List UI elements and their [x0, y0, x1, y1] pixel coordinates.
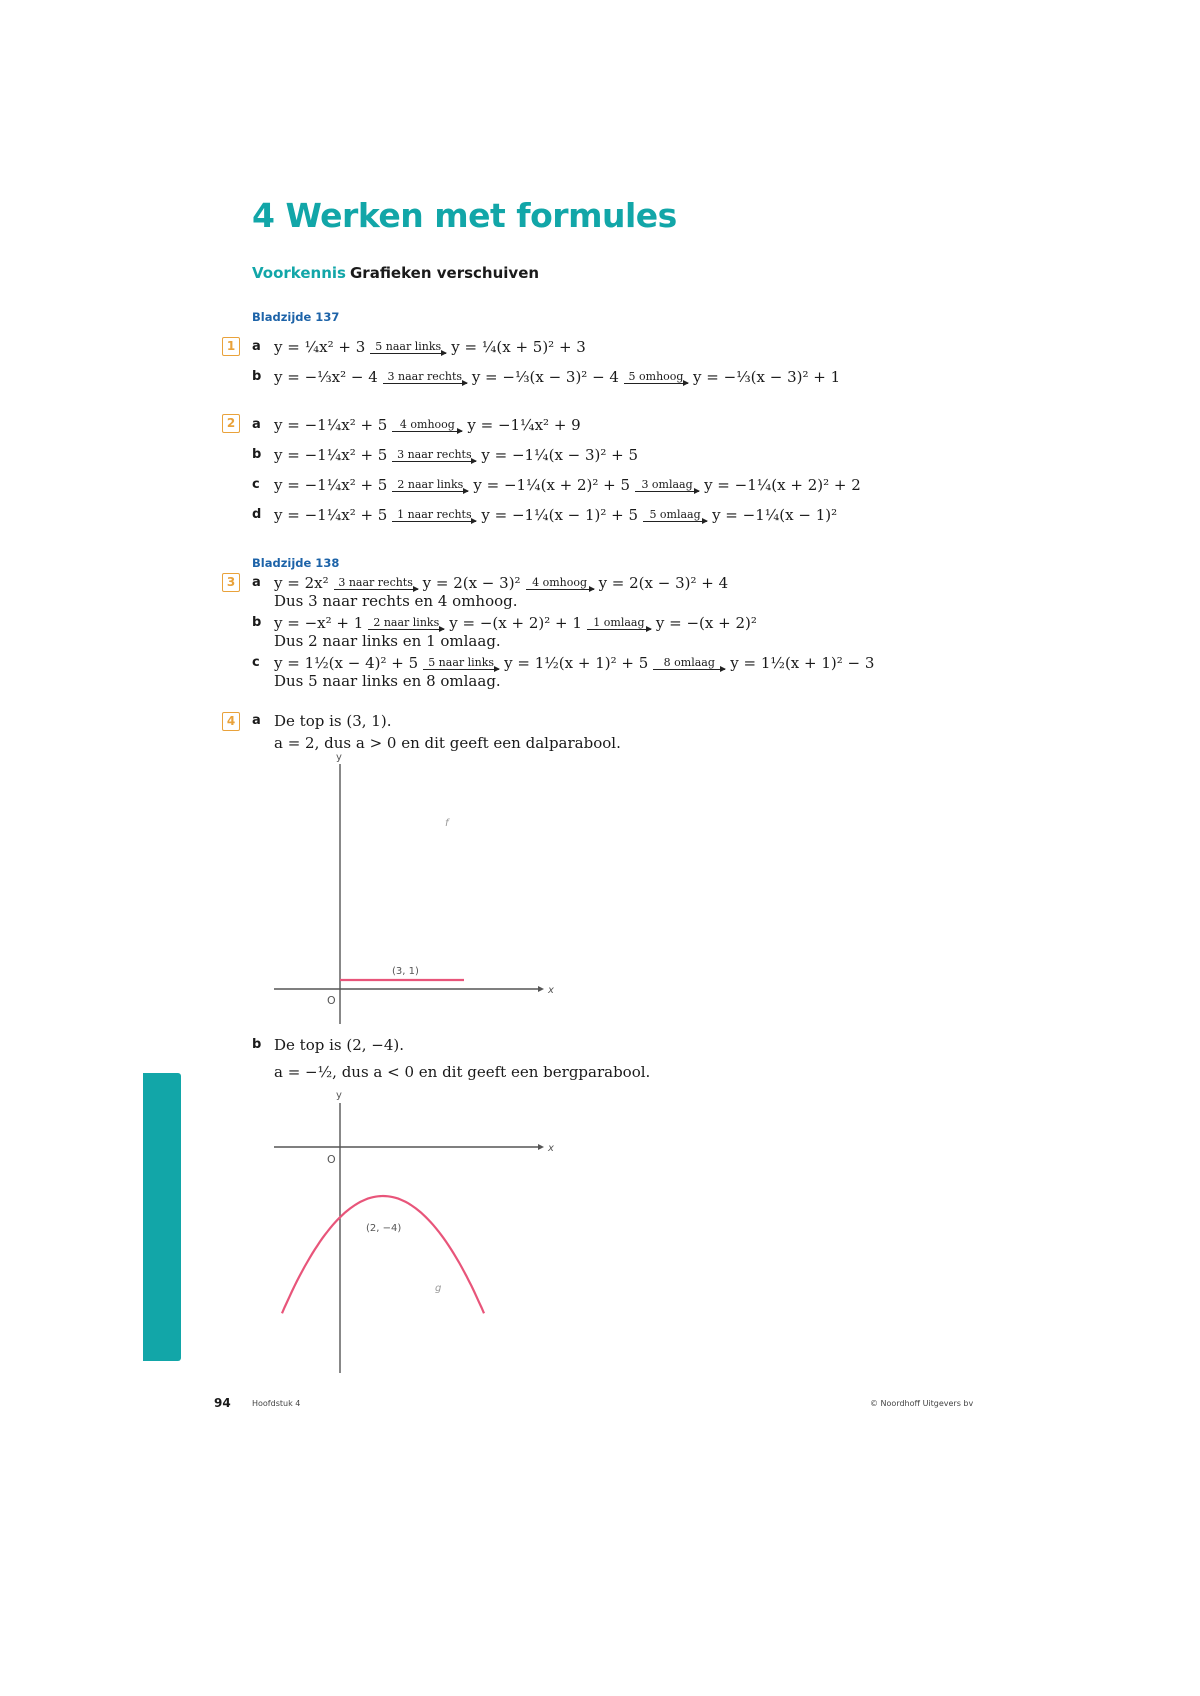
- arrow-label: 5 naar links: [428, 656, 495, 669]
- footer-page-number: 94: [214, 1396, 231, 1410]
- formula: y = 1½(x + 1)² + 5: [504, 654, 649, 672]
- exercise-2c-line: [252, 470, 861, 494]
- arrow-label: 2 naar links: [397, 478, 464, 491]
- transform-arrow: [526, 577, 594, 590]
- item-letter: a: [252, 339, 261, 354]
- exercise-4a-explanation: a = 2, dus a > 0 en dit geeft een dalparabool.: [274, 734, 621, 752]
- arrow-label: 5 omlaag: [649, 508, 701, 521]
- item-letter: c: [252, 655, 260, 670]
- vertex-label-f: (3, 1): [392, 966, 419, 977]
- arrow-label: 1 naar rechts: [397, 508, 472, 521]
- transform-arrow: [643, 509, 707, 522]
- exercise-number-1: 1: [222, 337, 240, 356]
- item-letter: c: [252, 477, 260, 492]
- exercise-3a-line: [252, 568, 728, 592]
- arrow-label: 2 naar links: [373, 616, 440, 629]
- arrow-label: 3 naar rechts: [397, 448, 472, 461]
- arrow-label: 1 omlaag: [593, 616, 645, 629]
- transform-arrow: [392, 419, 462, 432]
- section-subtitle: [252, 264, 539, 282]
- formula: y = −(x + 2)²: [655, 614, 757, 632]
- formula: y = −1¼(x − 1)² + 5: [481, 506, 639, 524]
- item-letter: b: [252, 369, 262, 384]
- chapter-side-tab: [143, 1073, 181, 1361]
- formula: y = −1¼(x − 3)² + 5: [481, 446, 639, 464]
- page-title: 4 Werken met formules: [252, 196, 677, 235]
- arrow-label: 4 omhoog: [399, 418, 455, 431]
- formula: y = −1¼x² + 9: [467, 416, 581, 434]
- graph-bergparabool: [270, 1085, 560, 1375]
- exercise-2a-line: [252, 410, 581, 434]
- transform-arrow: [392, 479, 468, 492]
- item-letter: b: [252, 447, 262, 462]
- arrow-label: 3 naar rechts: [387, 370, 463, 383]
- transform-arrow: [423, 657, 499, 670]
- exercise-3a-note: Dus 3 naar rechts en 4 omhoog.: [274, 592, 518, 610]
- formula: y = 2(x − 3)²: [422, 574, 521, 592]
- statement: De top is (2, −4).: [274, 1036, 405, 1054]
- origin-label: O: [327, 994, 336, 1007]
- footer-chapter: Hoofdstuk 4: [252, 1399, 301, 1408]
- item-letter: b: [252, 615, 262, 630]
- exercise-number-2: 2: [222, 414, 240, 433]
- footer-copyright: © Noordhoff Uitgevers bv: [870, 1399, 974, 1408]
- formula: y = 2x²: [274, 574, 329, 592]
- subtitle-accent: Voorkennis: [252, 264, 346, 282]
- transform-arrow: [635, 479, 699, 492]
- statement: De top is (3, 1).: [274, 712, 392, 730]
- arrow-label: 3 naar rechts: [338, 576, 413, 589]
- formula: y = −1¼(x − 1)²: [712, 506, 838, 524]
- formula: y = 1½(x − 4)² + 5: [274, 654, 419, 672]
- transform-arrow: [368, 617, 444, 630]
- item-letter: b: [252, 1037, 262, 1052]
- page-reference-137: Bladzijde 137: [252, 310, 340, 324]
- y-axis-label: y: [336, 752, 342, 763]
- x-axis-label: x: [548, 985, 554, 996]
- exercise-4b-explanation: a = −½, dus a < 0 en dit geeft een bergparabool.: [274, 1063, 651, 1081]
- transform-arrow: [653, 657, 725, 670]
- origin-label: O: [327, 1153, 336, 1166]
- arrow-label: 3 omlaag: [641, 478, 693, 491]
- formula: y = −x² + 1: [274, 614, 364, 632]
- curve-label-f: f: [445, 818, 449, 829]
- formula: y = −1¼x² + 5: [274, 416, 388, 434]
- exercise-number-4: 4: [222, 712, 240, 731]
- exercise-3b-note: Dus 2 naar links en 1 omlaag.: [274, 632, 501, 650]
- page-reference-138: Bladzijde 138: [252, 556, 340, 570]
- exercise-2b-line: [252, 440, 638, 464]
- formula: y = −1¼x² + 5: [274, 446, 388, 464]
- exercise-3c-line: [252, 648, 874, 672]
- formula: y = −1¼x² + 5: [274, 476, 388, 494]
- transform-arrow: [392, 449, 476, 462]
- exercise-4a-line: [252, 706, 391, 730]
- item-letter: a: [252, 575, 261, 590]
- graph-dalparabool: [270, 752, 560, 1032]
- exercise-1a-line: [252, 332, 586, 356]
- x-axis-arrow: [538, 986, 544, 992]
- formula: y = −⅓(x − 3)² + 1: [692, 368, 841, 386]
- formula: y = −⅓x² − 4: [274, 368, 378, 386]
- transform-arrow: [587, 617, 651, 630]
- item-letter: a: [252, 713, 261, 728]
- formula: y = ¼x² + 3: [274, 338, 366, 356]
- formula: y = −(x + 2)² + 1: [449, 614, 582, 632]
- transform-arrow: [624, 371, 688, 384]
- exercise-3b-line: [252, 608, 757, 632]
- vertex-label-g: (2, −4): [366, 1223, 402, 1234]
- formula: y = ¼(x + 5)² + 3: [451, 338, 586, 356]
- transform-arrow: [370, 341, 446, 354]
- formula: y = −1¼x² + 5: [274, 506, 388, 524]
- transform-arrow: [383, 371, 467, 384]
- exercise-2d-line: [252, 500, 837, 524]
- transform-arrow: [334, 577, 418, 590]
- arrow-label: 8 omlaag: [663, 656, 715, 669]
- exercise-3c-note: Dus 5 naar links en 8 omlaag.: [274, 672, 501, 690]
- curve-label-g: g: [435, 1283, 442, 1294]
- formula: y = −1¼(x + 2)² + 5: [473, 476, 631, 494]
- parabola-g: [282, 1196, 484, 1313]
- exercise-number-3: 3: [222, 573, 240, 592]
- item-letter: d: [252, 507, 262, 522]
- subtitle-text: Grafieken verschuiven: [349, 264, 540, 282]
- x-axis-arrow: [538, 1144, 544, 1150]
- transform-arrow: [392, 509, 476, 522]
- x-axis-label: x: [548, 1143, 554, 1154]
- exercise-4b-line: [252, 1030, 404, 1054]
- arrow-label: 5 omhoog: [628, 370, 684, 383]
- formula: y = −1¼(x + 2)² + 2: [704, 476, 861, 494]
- formula: y = −⅓(x − 3)² − 4: [471, 368, 619, 386]
- exercise-1b-line: [252, 362, 840, 386]
- arrow-label: 4 omhoog: [532, 576, 588, 589]
- arrow-label: 5 naar links: [375, 340, 442, 353]
- formula: y = 2(x − 3)² + 4: [598, 574, 729, 592]
- formula: y = 1½(x + 1)² − 3: [730, 654, 875, 672]
- y-axis-label: y: [336, 1090, 342, 1101]
- item-letter: a: [252, 417, 261, 432]
